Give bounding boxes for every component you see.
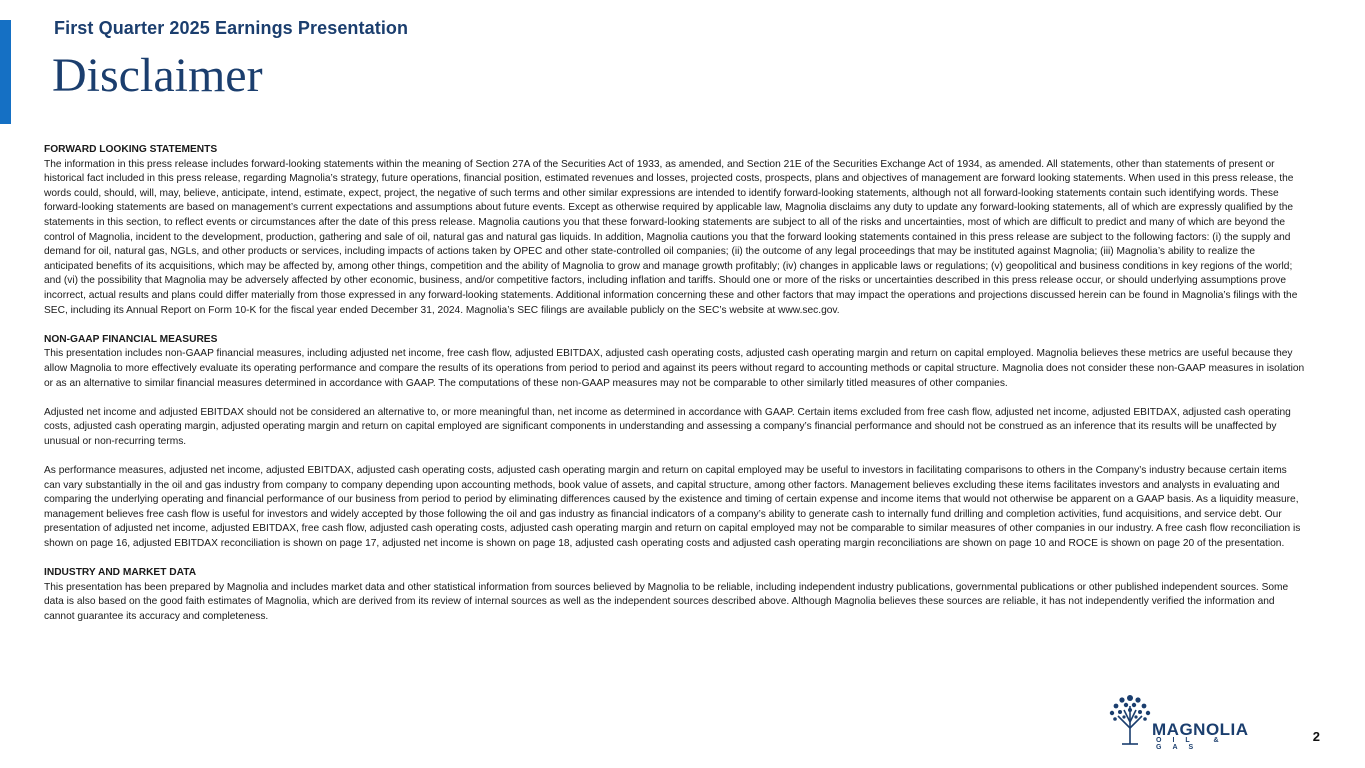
section-paragraph: This presentation has been prepared by Magnolia and includes market data and other statistical information from sources believed by Magnolia to be reliable, including independent industry publications, governmental publications or other published independent sources. Some data is also based on the good faith estimates of Magnolia, which are derived from its review of internal sources as well as the independent sources described above. Although Magnolia believes these sources are reliable, it has not independently verified the information and cannot guarantee its accuracy and completeness. [44, 581, 1289, 622]
disclaimer-content [44, 143, 1306, 625]
forward-looking-section [44, 143, 1306, 318]
accent-bar [0, 20, 11, 124]
logo-subtext: OIL & GAS [1156, 737, 1230, 751]
section-heading: NON-GAAP FINANCIAL MEASURES [44, 333, 218, 345]
tree-icon [1106, 688, 1154, 748]
page-title: Disclaimer [52, 49, 263, 102]
page-number: 2 [1312, 729, 1320, 744]
section-paragraph: The information in this press release includes forward-looking statements within the meaning of Section 27A of the Securities Act of 1933, as amended, and Section 21E of the Securities Exchange Act of 1934, as amended. All statements, other than statements of present or historical fact included in this press release, regarding Magnolia’s strategy, future operations, financial position, estimated revenues and losses, projected costs, prospects, plans and objectives of management are forward looking statements. When used in this press release, the words could, should, will, may, believe, anticipate, intend, estimate, expect, project, the negative of such terms and other similar expressions are intended to identify forward-looking statements, although not all forward-looking statements contain such identifying words. These forward-looking statements are based on management’s current expectations and assumptions about future events. Except as otherwise required by applicable law, Magnolia disclaims any duty to update any forward-looking statements, all of which are expressly qualified by the statements in this section, to reflect events or circumstances after the date of this press release. Magnolia cautions you that these forward-looking statements are subject to all of the risks and uncertainties, most of which are difficult to predict and many of which are beyond the control of Magnolia, incident to the development, production, gathering and sale of oil, natural gas and natural gas liquids. In addition, Magnolia cautions you that the forward looking statements contained in this press release are subject to the following factors: (i) the supply and demand for oil, natural gas, NGLs, and other products or services, including impacts of actions taken by OPEC and other state-controlled oil companies; (ii) the outcome of any legal proceedings that may be instituted against Magnolia; (iii) Magnolia’s ability to realize the anticipated benefits of its acquisitions, which may be affected by, among other things, competition and the ability of Magnolia to grow and manage growth profitably; (iv) changes in applicable laws or regulations; (v) geopolitical and business conditions in key regions of the world; and (vi) the possibility that Magnolia may be adversely affected by other economic, business, and/or competitive factors, including inflation and tariffs. Should one or more of the risks or uncertainties described in this press release occur, or should underlying assumptions prove incorrect, actual results and plans could differ materially from those expressed in any forward-looking statements. Additional information concerning these and other factors that may impact the operations and projections discussed herein can be found in Magnolia’s filings with the SEC, including its Annual Report on Form 10-K for the fiscal year ended December 31, 2024. Magnolia’s SEC filings are available publicly on the SEC’s website at www.sec.gov. [44, 158, 1298, 316]
section-paragraph: As performance measures, adjusted net income, adjusted EBITDAX, adjusted cash operating costs, adjusted cash operating margin and return on capital employed may be useful to investors in facilitating comparisons to others in the Company’s industry because certain items can vary substantially in the oil and gas industry from company to company depending upon accounting methods, book value of assets, and capital structure, among other factors. Management believes excluding these items facilitates investors and analysts in evaluating and comparing the underlying operating and financial performance of our business from period to period by eliminating differences caused by the existence and timing of certain expense and income items that would not otherwise be apparent on a GAAP basis. As a liquidity measure, management believes free cash flow is useful for investors and widely accepted by those following the oil and gas industry as financial indicators of a company’s ability to generate cash to internally fund drilling and completion activities, fund acquisitions, and service debt. Our presentation of adjusted net income, adjusted EBITDAX, free cash flow, adjusted cash operating costs, adjusted cash operating margin and return on capital employed may not be comparable to similar measures of other companies in our industry. A free cash flow reconciliation is shown on page 16, adjusted EBITDAX reconciliation is shown on page 17, adjusted net income is shown on page 18, adjusted cash operating costs and adjusted cash operating margin reconciliations are shown on page 10 and ROCE is shown on page 20 of the presentation. [44, 465, 1301, 550]
logo-wordmark: MAGNOLIA [1152, 720, 1249, 739]
section-heading: FORWARD LOOKING STATEMENTS [44, 144, 218, 155]
magnolia-logo [1106, 688, 1276, 750]
section-paragraph: This presentation includes non-GAAP financial measures, including adjusted net income, free cash flow, adjusted EBITDAX, adjusted cash operating costs, adjusted cash operating margin and return on capital employed. Magnolia believes these metrics are useful because they allow Magnolia to more effectively evaluate its operating performance and compare the results of its operations from period to period and against its peers without regard to accounting methods or capital structure. Magnolia does not consider these non-GAAP measures in isolation or as an alternative to similar financial measures determined in accordance with GAAP. The computations of these non-GAAP measures may not be comparable to other similarly titled measures of other companies. [44, 348, 1305, 389]
section-heading: INDUSTRY AND MARKET DATA [44, 567, 197, 579]
section-paragraph: Adjusted net income and adjusted EBITDAX should not be considered an alternative to, or more meaningful than, net income as determined in accordance with GAAP. Certain items excluded from free cash flow, adjusted net income, adjusted EBITDAX, adjusted cash operating costs, adjusted cash operating margin, adjusted operating margin and return on capital employed are significant components in understanding and assessing a company’s financial performance and should not be construed as an inference that its results will be unaffected by unusual or non-recurring terms. [44, 406, 1291, 447]
non-gaap-section [44, 333, 1306, 552]
presentation-subtitle: First Quarter 2025 Earnings Presentation [54, 18, 409, 38]
industry-market-section [44, 566, 1306, 624]
